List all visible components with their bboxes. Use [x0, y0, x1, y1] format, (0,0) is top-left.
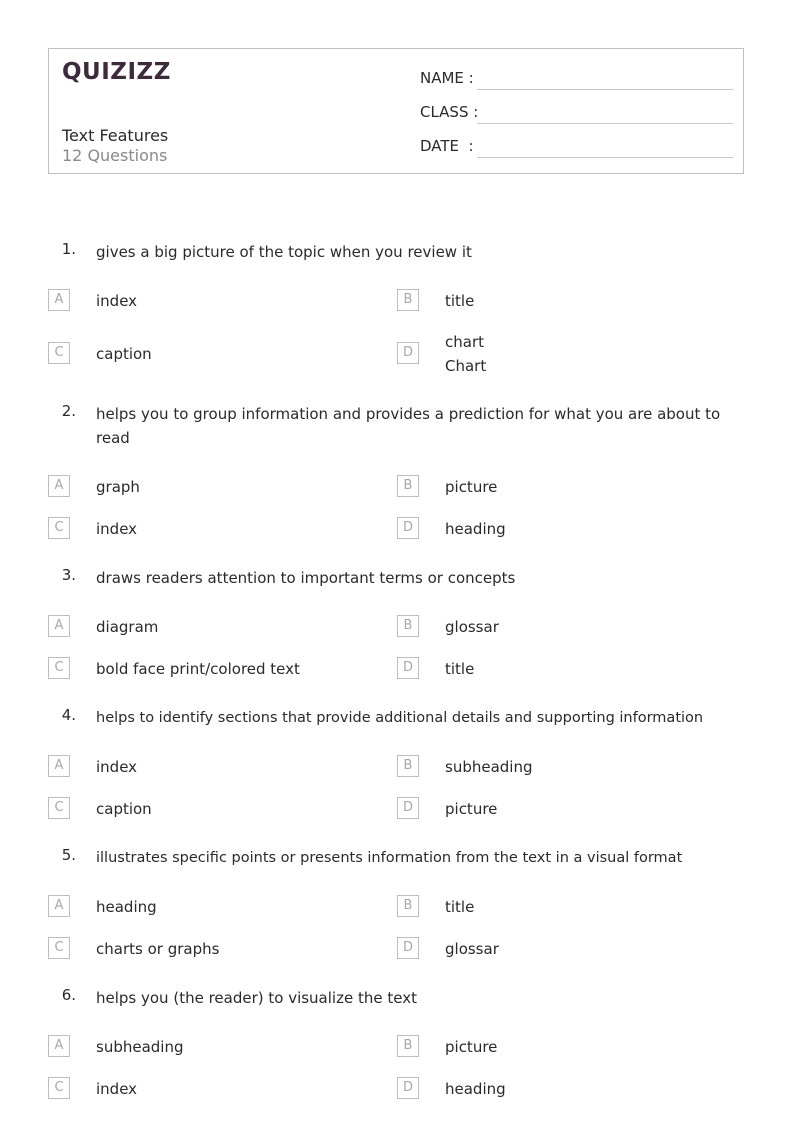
- option-letter-box: D: [397, 657, 419, 679]
- option-text: heading: [445, 1080, 506, 1098]
- option-letter-box: C: [48, 937, 70, 959]
- date-label: DATE :: [420, 137, 474, 155]
- question-number: 4.: [61, 706, 76, 724]
- question-text: helps to identify sections that provide additional details and supporting information: [96, 710, 704, 726]
- option-text: title: [445, 660, 475, 678]
- question-text: helps you to group information and provides a prediction for what you are about to read: [96, 405, 721, 447]
- question-number: 5.: [61, 846, 76, 864]
- option-text: caption: [96, 800, 152, 818]
- option-text: title: [445, 898, 475, 916]
- option-text: index: [96, 1080, 138, 1098]
- question-number: 3.: [61, 566, 76, 584]
- option-letter-box: D: [397, 342, 419, 364]
- option-letter-box: A: [48, 615, 70, 637]
- option-text: heading: [445, 520, 506, 538]
- question-text: gives a big picture of the topic when you review it: [96, 243, 472, 261]
- option-letter-box: D: [397, 517, 419, 539]
- option-letter-box: B: [397, 475, 419, 497]
- option-letter-box: B: [397, 289, 419, 311]
- date-field[interactable]: [420, 134, 733, 158]
- quizizz-logo: QUIZIZZ: [62, 59, 171, 85]
- option-letter-box: B: [397, 1035, 419, 1057]
- option-text: index: [96, 520, 138, 538]
- option-letter-box: A: [48, 895, 70, 917]
- question-text: draws readers attention to important terms or concepts: [96, 569, 516, 587]
- date-line: [477, 157, 733, 158]
- name-line: [477, 89, 733, 90]
- option-text: subheading: [96, 1038, 184, 1056]
- option-text: index: [96, 758, 138, 776]
- option-letter-box: C: [48, 517, 70, 539]
- question-text: illustrates specific points or presents information from the text in a visual format: [96, 850, 683, 866]
- name-field[interactable]: [420, 66, 733, 90]
- quiz-title: Text Features: [62, 126, 169, 145]
- class-label: CLASS :: [420, 103, 479, 121]
- option-letter-box: A: [48, 475, 70, 497]
- option-letter-box: D: [397, 937, 419, 959]
- option-text: picture: [445, 478, 498, 496]
- option-text: picture: [445, 1038, 498, 1056]
- option-letter-box: C: [48, 797, 70, 819]
- option-letter-box: D: [397, 797, 419, 819]
- option-text: subheading: [445, 758, 533, 776]
- option-text: heading: [96, 898, 157, 916]
- option-letter-box: B: [397, 755, 419, 777]
- class-line: [477, 123, 733, 124]
- option-letter-box: A: [48, 755, 70, 777]
- question-count: 12 Questions: [62, 146, 168, 165]
- name-label: NAME :: [420, 69, 474, 87]
- option-text: index: [96, 292, 138, 310]
- question-number: 6.: [61, 986, 76, 1004]
- worksheet-header: [48, 48, 744, 174]
- option-letter-box: B: [397, 895, 419, 917]
- question-text: helps you (the reader) to visualize the text: [96, 989, 417, 1007]
- option-letter-box: C: [48, 1077, 70, 1099]
- option-letter-box: B: [397, 615, 419, 637]
- option-text: glossar: [445, 940, 499, 958]
- option-letter-box: C: [48, 342, 70, 364]
- option-text: bold face print/colored text: [96, 660, 300, 678]
- option-letter-box: A: [48, 1035, 70, 1057]
- option-text: picture: [445, 800, 498, 818]
- option-text: graph: [96, 478, 140, 496]
- option-text: caption: [96, 345, 152, 363]
- class-field[interactable]: [420, 100, 733, 124]
- question-number: 1.: [61, 240, 76, 258]
- option-text: glossar: [445, 618, 499, 636]
- option-letter-box: C: [48, 657, 70, 679]
- option-text: charts or graphs: [96, 940, 220, 958]
- option-text: diagram: [96, 618, 159, 636]
- option-text: chart: [445, 333, 484, 351]
- question-number: 2.: [61, 402, 76, 420]
- option-text: title: [445, 292, 475, 310]
- option-letter-box: A: [48, 289, 70, 311]
- option-letter-box: D: [397, 1077, 419, 1099]
- option-text-second-line: Chart: [445, 357, 487, 375]
